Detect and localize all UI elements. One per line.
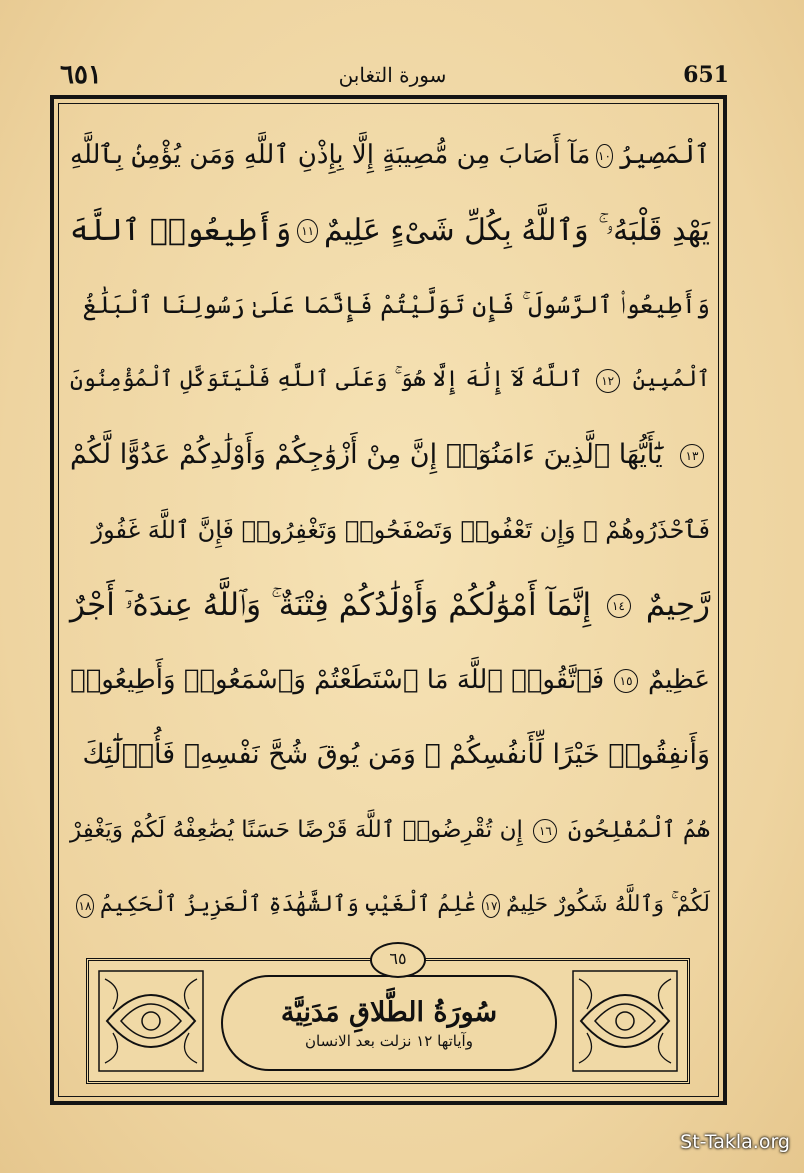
verse-number-marker: ١٧: [482, 894, 500, 918]
verse-text: رَّحِيمٌ: [645, 586, 710, 623]
arabesque-ornament-icon: [97, 969, 205, 1073]
verse-text: فَٱحْذَرُوهُمْ ۚ وَإِن تَعْفُوا۟ وَتَصْفَحُوا۟ وَتَغْفِرُوا۟ فَإِنَّ ٱللَّهَ غَفُورٌ: [91, 516, 710, 545]
verse-number-marker: ١١: [297, 219, 318, 243]
page-number: 651: [683, 62, 729, 88]
text-line: [70, 718, 710, 793]
arabesque-ornament-icon: [571, 969, 679, 1073]
text-line: [70, 643, 710, 718]
verse-text: إِنَّمَآ أَمْوَٰلُكُمْ وَأَوْلَٰدُكُمْ فِتْنَةٌ ۚ وَٱللَّهُ عِندَهُۥٓ أَجْرٌ: [70, 586, 592, 623]
verse-text: وَأَنفِقُوا۟ خَيْرًا لِّأَنفُسِكُمْ ۗ وَمَن يُوقَ شُحَّ نَفْسِهِۦ فَأُو۟لَٰٓئِكَ: [82, 739, 710, 771]
text-line: [70, 868, 710, 943]
page-number-arabic: ٦٥١: [60, 60, 102, 90]
quran-text-block: [70, 118, 710, 943]
page-header: [60, 58, 729, 92]
verse-text: إِن تُقْرِضُوا۟ ٱللَّهَ قَرْضًا حَسَنًا يُضَٰعِفْهُ لَكُمْ وَيَغْفِرْ: [70, 816, 523, 843]
verse-number-marker: ١٤: [607, 594, 631, 618]
verse-text: فَٱتَّقُوا۟ ٱللَّهَ مَا ٱسْتَطَعْتُمْ وَٱسْمَعُوا۟ وَأَطِيعُوا۟: [70, 664, 605, 695]
verse-text: وَأَطِيعُوا۟ ٱللَّهَ: [70, 212, 292, 248]
verse-number-marker: ١٦: [533, 819, 557, 843]
surah-info: وآياتها ١٢ نزلت بعد الانسان: [305, 1031, 473, 1050]
verse-number-marker: ١٣: [680, 444, 704, 468]
text-line: [70, 343, 710, 418]
text-line: [70, 493, 710, 568]
watermark: St-Takla.org: [680, 1131, 790, 1153]
text-line: [70, 418, 710, 493]
text-line: [70, 118, 710, 193]
verse-text: يَٰٓأَيُّهَا ٱلَّذِينَ ءَامَنُوٓا۟ إِنَّ مِنْ أَزْوَٰجِكُمْ وَأَوْلَٰدِكُمْ عَدُوًّا لَّكُمْ: [70, 439, 663, 471]
text-line: [70, 268, 710, 343]
verse-text: وَأَطِيعُوا۟ ٱلرَّسُولَ ۚ فَإِن تَوَلَّيْتُمْ فَإِنَّمَا عَلَىٰ رَسُولِنَا ٱلْبَلَٰغُ: [82, 291, 710, 320]
text-line: [70, 793, 710, 868]
verse-text: ٱللَّهُ لَآ إِلَٰهَ إِلَّا هُوَ ۚ وَعَلَى ٱللَّهِ فَلْيَتَوَكَّلِ ٱلْمُؤْمِنُونَ: [70, 367, 583, 393]
verse-number-marker: ١٠: [596, 144, 612, 168]
text-line: [70, 193, 710, 268]
verse-text: لَكُمْ ۚ وَٱللَّهُ شَكُورٌ حَلِيمٌ: [505, 892, 710, 918]
verse-text: مَآ أَصَابَ مِن مُّصِيبَةٍ إِلَّا بِإِذْنِ ٱللَّهِ وَمَن يُؤْمِنۢ بِٱللَّهِ: [70, 139, 591, 170]
surah-running-title: سورة التغابن: [338, 63, 447, 87]
verse-number-marker: ١٥: [614, 669, 638, 693]
verse-number-marker: ١٢: [596, 369, 620, 393]
verse-text: ٱلْمَصِيرُ: [618, 139, 710, 170]
surah-title-cartouche: [221, 975, 557, 1071]
verse-text: عَٰلِمُ ٱلْغَيْبِ وَٱلشَّهَٰدَةِ ٱلْعَزِيزُ ٱلْحَكِيمُ: [99, 892, 477, 918]
verse-text: عَظِيمٌ: [648, 664, 710, 695]
verse-text: ٱلْمُبِينُ: [632, 367, 710, 393]
surah-title: سُورَةُ الطَّلاقِ مَدَنِيَّة: [280, 996, 498, 1028]
text-line: [70, 568, 710, 643]
surah-number-medallion: ٦٥: [370, 942, 426, 978]
verse-text: هُمُ ٱلْمُفْلِحُونَ: [567, 816, 710, 843]
verse-number-marker: ١٨: [76, 894, 94, 918]
verse-text: يَهْدِ قَلْبَهُۥ ۚ وَٱللَّهُ بِكُلِّ شَىْءٍ عَلِيمٌ: [324, 212, 710, 248]
